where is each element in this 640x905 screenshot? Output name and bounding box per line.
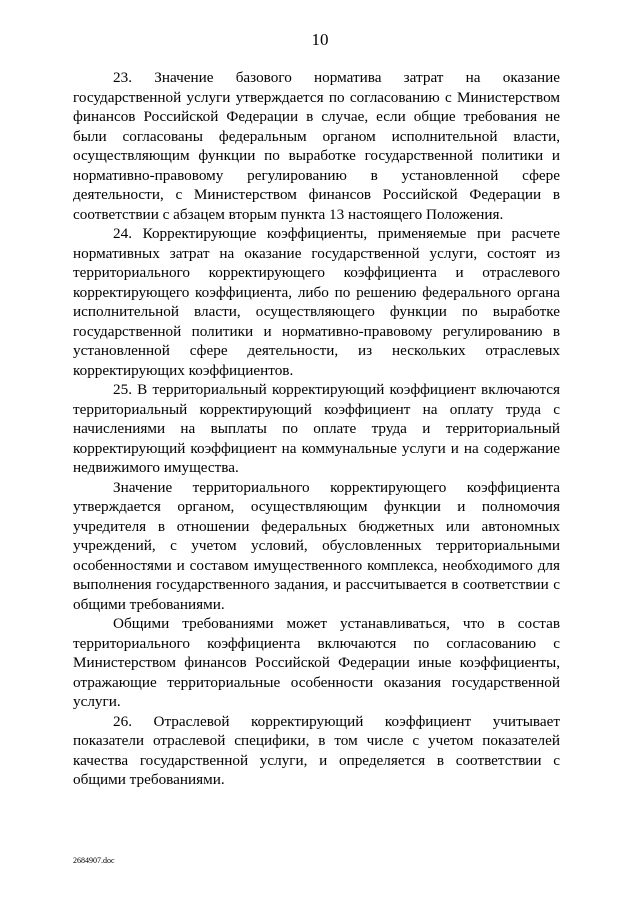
paragraph-26: 26. Отраслевой корректирующий коэффициент учитывает показатели отраслевой специфики, в том числе с учетом показателей качества государственной услуги, и определяется в соответствии с общими требованиями. (73, 712, 560, 788)
paragraph-25: 25. В территориальный корректирующий коэффициент включаются территориальный корректирующий коэффициент на оплату труда с начислениями на выплаты по оплате труда и территориальный корректирующий коэффициент на коммунальные услуги и на содержание недвижимого имущества. (73, 381, 560, 476)
paragraph-23: 23. Значение базового норматива затрат на оказание государственной услуги утверждается по согласованию с Министерством финансов Российской Федерации в случае, если общие требования не были согласованы федеральным органом исполнительной власти, осуществляющим функции по выработке государственной политики и нормативно-правовому регулированию в установленной сфере деятельности, с Министерством финансов Российской Федерации в соответствии с абзацем вторым пункта 13 настоящего Положения. (73, 69, 560, 223)
paragraph-25-territorial-value: Значение территориального корректирующего коэффициента утверждается органом, осуществляющим функции и полномочия учредителя в отношении федеральных бюджетных или автономных учреждений, с учетом условий, обусловленных территориальными особенностями и составом имущественного комплекса, необходимого для выполнения государственного задания, и рассчитывается в соответствии с общими требованиями. (73, 478, 560, 613)
document-body (73, 68, 560, 790)
page-number: 10 (311, 30, 329, 49)
paragraph-25-general-requirements: Общими требованиями может устанавливаться, что в состав территориального коэффициента включаются по согласованию с Министерством финансов Российской Федерации иные коэффициенты, отражающие территориальные особенности оказания государственной услуги. (73, 615, 560, 710)
paragraph-24: 24. Корректирующие коэффициенты, применяемые при расчете нормативных затрат на оказание государственной услуги, состоят из территориального корректирующего коэффициента и отраслевого корректирующего коэффициента, либо по решению федерального органа исполнительной власти, осуществляющего функции по выработке государственной политики и нормативно-правовому регулированию в установленной сфере деятельности, из нескольких отраслевых корректирующих коэффициентов. (73, 225, 560, 379)
footer-file-name: 2684907.doc (73, 856, 115, 865)
